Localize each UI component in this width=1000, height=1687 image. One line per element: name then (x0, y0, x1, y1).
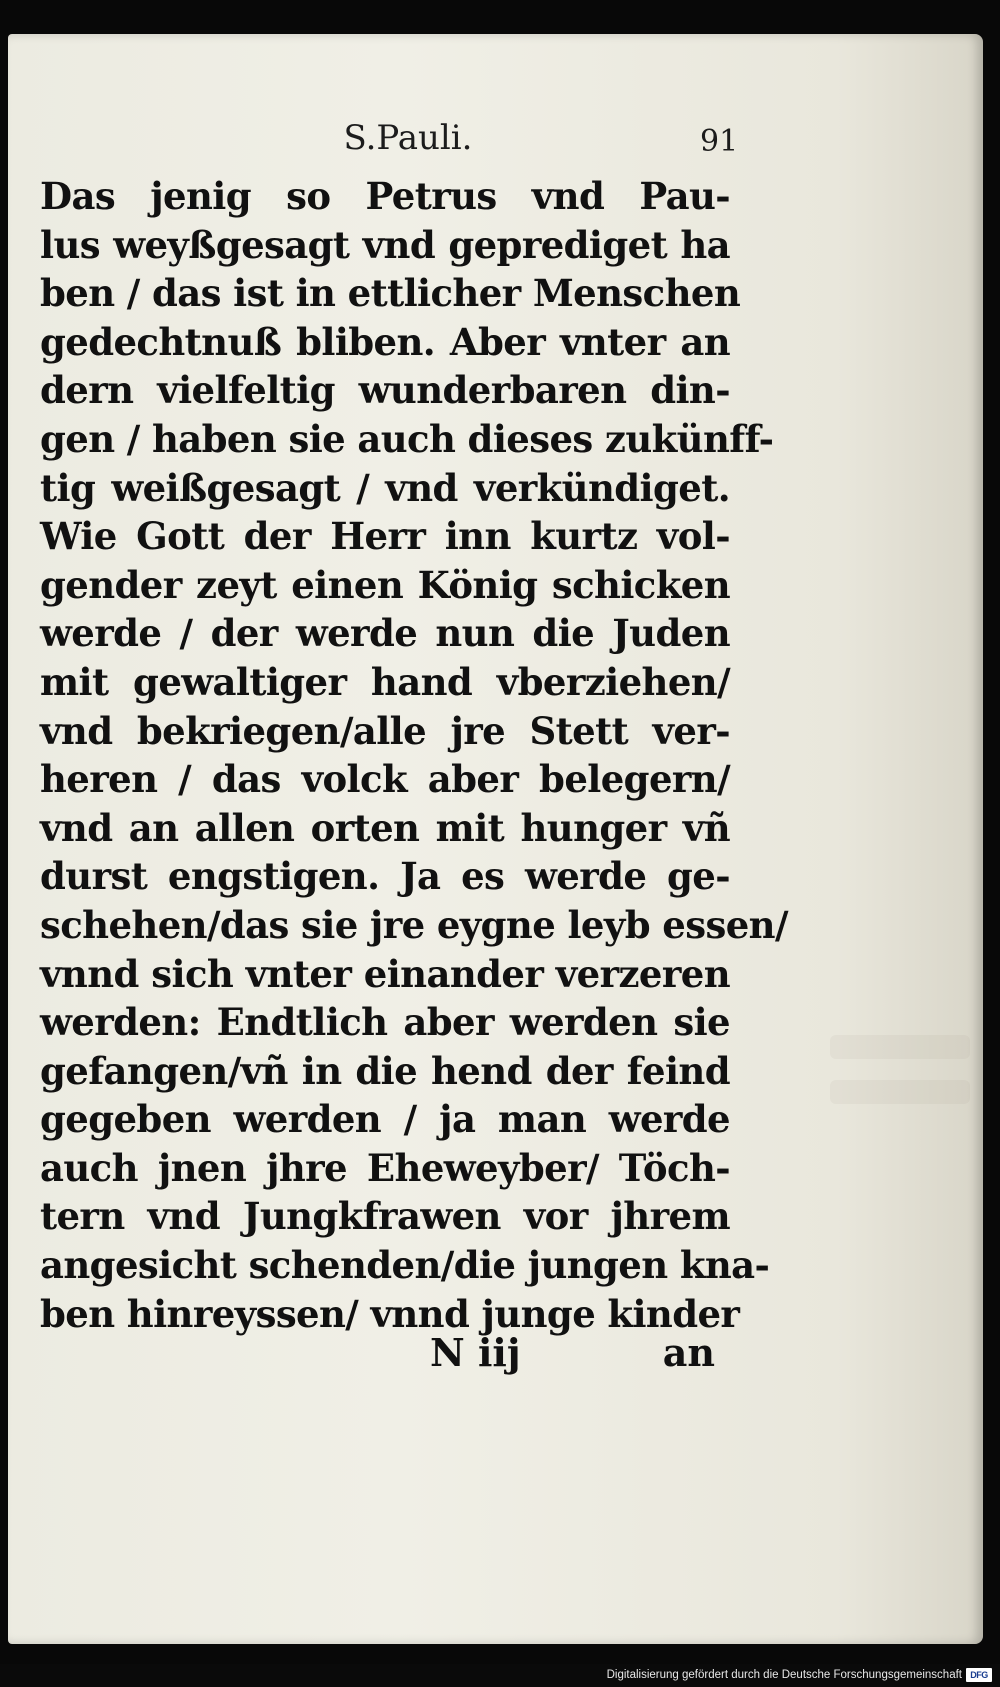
body-text (40, 172, 788, 1338)
text-line: ben hinreyssen/ vnnd junge kinder (40, 1291, 740, 1336)
text-line: vnd an allen orten mit hunger vñ (40, 805, 730, 850)
digitization-notice: Digitalisierung gefördert durch die Deutsche Forschungsgemeinschaft (606, 1669, 962, 1681)
text-line: durst engstigen. Ja es werde ge- (40, 854, 730, 899)
text-line: gender zeyt einen König schicken (40, 562, 730, 607)
show-through-mark (830, 1035, 970, 1059)
text-line: Wie Gott der Herr inn kurtz vol- (40, 514, 730, 559)
folio-number: 91 (700, 124, 739, 159)
text-line: Das jenig so Petrus vnd Pau- (40, 174, 730, 218)
text-line: heren / das volck aber belegern/ (40, 757, 730, 802)
text-line: lus weyßgesagt vnd geprediget ha (40, 222, 730, 267)
text-line: vnnd sich vnter einander verzeren (40, 951, 730, 996)
page-footer-line (420, 1330, 715, 1380)
text-line: werden: Endtlich aber werden sie (40, 1000, 730, 1045)
signature-mark: N iij (430, 1330, 521, 1375)
text-line: angesicht schenden/die jungen kna- (40, 1243, 770, 1288)
text-line: auch jnen jhre Eheweyber/ Töch- (40, 1145, 730, 1190)
text-line: tig weißgesagt / vnd verkündiget. (40, 465, 730, 510)
text-line: gefangen/vñ in die hend der feind (40, 1048, 730, 1093)
text-line: gen / haben sie auch dieses zukünff- (40, 416, 774, 461)
text-line: gedechtnuß bliben. Aber vnter an (40, 319, 730, 364)
text-line: vnd bekriegen/alle jre Stett ver- (40, 708, 730, 753)
text-line: mit gewaltiger hand vberziehen/ (40, 659, 730, 704)
catchword: an (662, 1330, 715, 1375)
show-through-mark (830, 1080, 970, 1104)
text-line: tern vnd Jungkfrawen vor jhrem (40, 1194, 730, 1239)
running-title: S.Pauli. (343, 118, 473, 158)
text-line: werde / der werde nun die Juden (40, 611, 730, 656)
dfg-logo: DFG (966, 1668, 992, 1682)
text-line: dern vielfeltig wunderbaren din- (40, 368, 730, 413)
text-line: ben / das ist in ettlicher Menschen (40, 271, 741, 316)
text-line: schehen/das sie jre eygne leyb essen/ (40, 902, 788, 947)
text-line: gegeben werden / ja man werde (40, 1097, 730, 1142)
